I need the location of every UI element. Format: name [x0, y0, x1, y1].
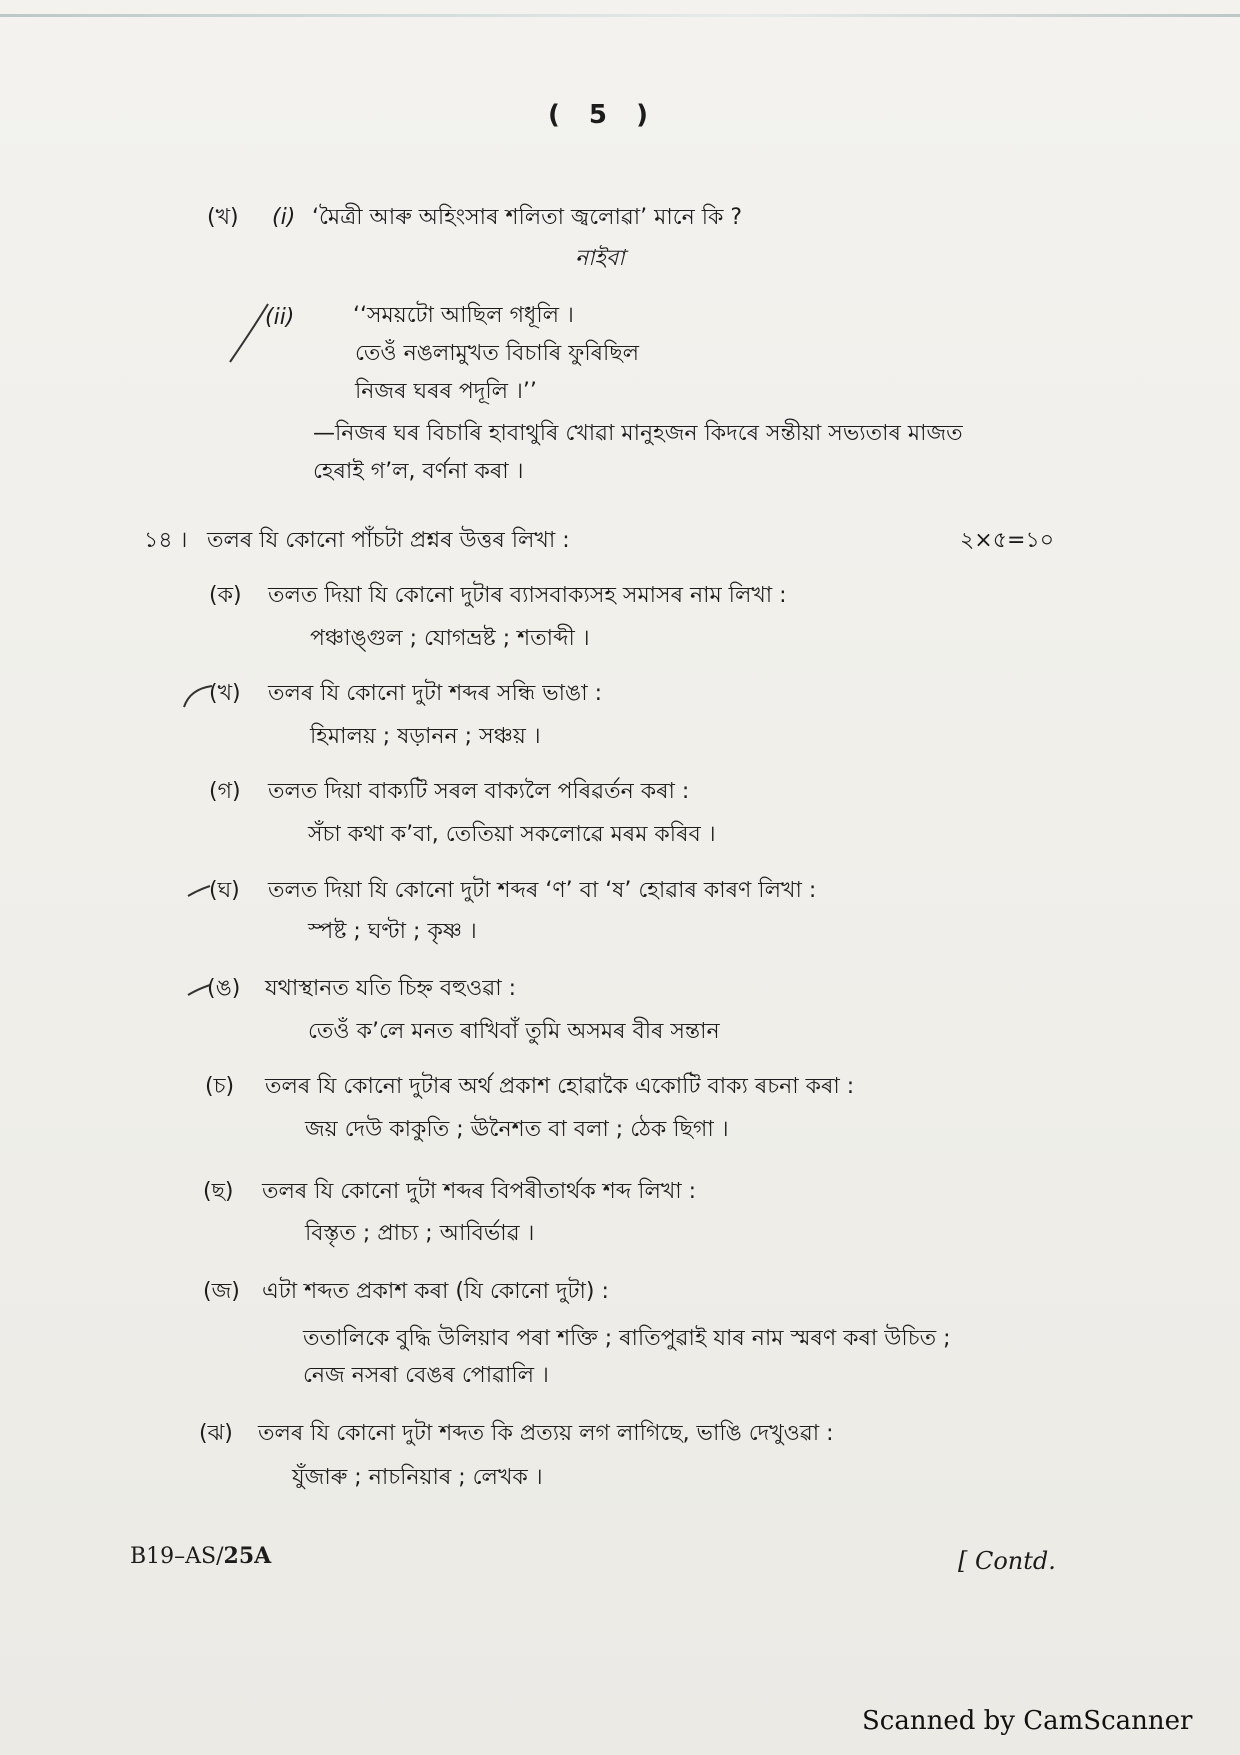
q14-item-answer: স্পষ্ট ; ঘণ্টা ; কৃষ্ণ । [308, 919, 477, 944]
q14-item-answer: হিমালয় ; ষড়ানন ; সঞ্চয় । [310, 724, 541, 749]
q14-item-answer-line-2: নেজ নসৰা বেঙৰ পোৱালি । [303, 1363, 549, 1388]
q14-item-question: তলৰ যি কোনো দুটা শব্দৰ সন্ধি ভাঙা : [268, 681, 602, 706]
q14-item-question: তলত দিয়া বাক্যটি সৰল বাক্যলৈ পৰিৱৰ্তন কৰা : [268, 779, 690, 804]
q14-item-label: (ঝ) [199, 1421, 233, 1446]
q14-item-label: (গ) [209, 779, 241, 804]
q14-item-answer: জয় দেউ কাকুতি ; ঊনৈশত বা বলা ; ঠেক ছিগা । [305, 1117, 729, 1142]
paper-code: B19–AS/25A [130, 1543, 272, 1569]
q14-item-answer: যুঁজাৰু ; নাচনিয়াৰ ; লেখক । [292, 1465, 543, 1490]
q14-item-question: তলৰ যি কোনো দুটা শব্দত কি প্ৰত্যয় লগ লাগিছে, ভাঙি দেখুওৱা : [258, 1421, 834, 1446]
q14-item-question: তলত দিয়া যি কোনো দুটাৰ ব্যাসবাক্যসহ সমাসৰ নাম লিখা : [268, 583, 787, 608]
q14-item-label: (ঙ) [207, 976, 241, 1001]
q14-item-question: যথাস্থানত যতি চিহ্ন বহুওৱা : [265, 976, 517, 1001]
q14-item-answer: সঁচা কথা ক’বা, তেতিয়া সকলোৱে মৰম কৰিব । [308, 822, 716, 847]
scanner-watermark: Scanned by CamScanner [862, 1706, 1193, 1736]
q13-i-label: (i) [272, 205, 296, 230]
q14-item-label: (ঘ) [209, 878, 240, 903]
q14-number: ১৪ । [144, 528, 188, 553]
q14-title: তলৰ যি কোনো পাঁচটা প্ৰশ্নৰ উত্তৰ লিখা : [207, 528, 570, 553]
poem-line-3: নিজৰ ঘৰৰ পদূলি ।’’ [355, 379, 537, 404]
q13-ii-question-line-1: —নিজৰ ঘৰ বিচাৰি হাবাথুৰি খোৱা মানুহজন কিদৰে সন্তীয়া সভ্যতাৰ মাজত [313, 421, 963, 446]
q13-kha-label: (খ) [207, 205, 239, 230]
q14-item-label: (চ) [205, 1074, 235, 1099]
q13-ii-label: (ii) [265, 305, 295, 330]
q14-item-answer: পঞ্চাঙ্গুল ; যোগভ্ৰষ্ট ; শতাব্দী । [310, 626, 590, 651]
q14-item-question: এটা শব্দত প্ৰকাশ কৰা (যি কোনো দুটা) : [262, 1279, 609, 1304]
q13-i-text: ‘মৈত্ৰী আৰু অহিংসাৰ শলিতা জ্বলোৱা’ মানে কি ? [312, 205, 743, 230]
q14-marks: ২×৫=১০ [960, 528, 1055, 553]
q14-item-answer: বিস্তৃত ; প্ৰাচ্য ; আবিৰ্ভাৱ । [305, 1221, 535, 1246]
scan-edge-line [0, 14, 1240, 17]
page-number: ( 5 ) [548, 100, 658, 130]
q14-item-label: (জ) [203, 1279, 240, 1304]
poem-line-2: তেওঁ নঙলামুখত বিচাৰি ফুৰিছিল [355, 341, 640, 366]
q14-item-question: তলৰ যি কোনো দুটা শব্দৰ বিপৰীতাৰ্থক শব্দ লিখা : [262, 1179, 697, 1204]
continued-marker: [ Contd. [958, 1547, 1056, 1575]
q13-ii-question-line-2: হেৰাই গ’ল, বৰ্ণনা কৰা । [313, 459, 524, 484]
q14-item-question: তলৰ যি কোনো দুটাৰ অৰ্থ প্ৰকাশ হোৱাকৈ একোটি বাক্য ৰচনা কৰা : [265, 1074, 855, 1099]
q14-item-label: (খ) [209, 681, 241, 706]
poem-line-1: ‘‘সময়টো আছিল গধূলি । [353, 303, 574, 328]
q14-item-answer: তেওঁ ক’লে মনত ৰাখিবাঁ তুমি অসমৰ বীৰ সন্তান [308, 1019, 720, 1044]
q14-item-label: (ক) [209, 583, 242, 608]
q13-or-text: নাইবা [575, 246, 625, 271]
q14-item-answer: ততালিকে বুদ্ধি উলিয়াব পৰা শক্তি ; ৰাতিপুৱাই যাৰ নাম স্মৰণ কৰা উচিত ; [303, 1326, 951, 1351]
q14-item-label: (ছ) [203, 1179, 234, 1204]
q14-item-question: তলত দিয়া যি কোনো দুটা শব্দৰ ‘ণ’ বা ‘ষ’ হোৱাৰ কাৰণ লিখা : [268, 878, 817, 903]
